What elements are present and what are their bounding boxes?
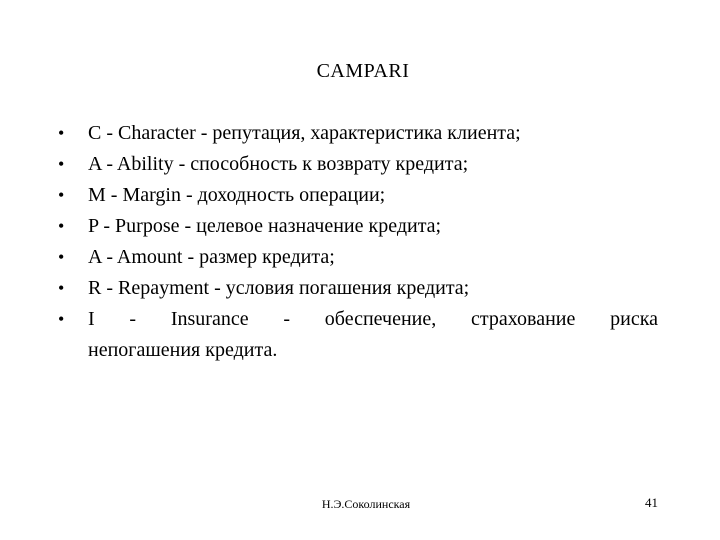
- list-item-text: A - Ability - способность к возврату кредита;: [88, 153, 469, 175]
- bullet-dot-icon: •: [58, 185, 65, 205]
- bullet-dot-icon: •: [58, 247, 65, 267]
- list-item-text: C - Character - репутация, характеристика клиента;: [88, 122, 521, 144]
- slide-title: CAMPARI: [316, 60, 410, 82]
- list-item: [58, 242, 658, 273]
- list-item-text: [88, 304, 658, 366]
- list-item: [58, 273, 658, 304]
- list-item-text: R - Repayment - условия погашения кредита;: [88, 277, 470, 299]
- list-item-text-line-2: непогашения кредита.: [88, 339, 278, 361]
- list-item-text: M - Margin - доходность операции;: [88, 184, 386, 206]
- bullet-dot-icon: •: [58, 123, 65, 143]
- bullet-dot-icon: •: [58, 216, 65, 236]
- list-item: [58, 304, 658, 366]
- list-item: [58, 149, 658, 180]
- list-item-text: P - Purpose - целевое назначение кредита;: [88, 215, 442, 237]
- list-item: [58, 211, 658, 242]
- list-item: [58, 180, 658, 211]
- bullet-list: [58, 118, 658, 366]
- footer-author: Н.Э.Соколинская: [321, 497, 411, 511]
- bullet-dot-icon: •: [58, 154, 65, 174]
- list-item-text: A - Amount - размер кредита;: [88, 246, 335, 268]
- bullet-dot-icon: •: [58, 309, 65, 329]
- bullet-dot-icon: •: [58, 278, 65, 298]
- page-number: 41: [645, 495, 658, 510]
- list-item-text-line-1: I - Insurance - обеспечение, страхование риска: [88, 308, 658, 330]
- list-item: [58, 118, 658, 149]
